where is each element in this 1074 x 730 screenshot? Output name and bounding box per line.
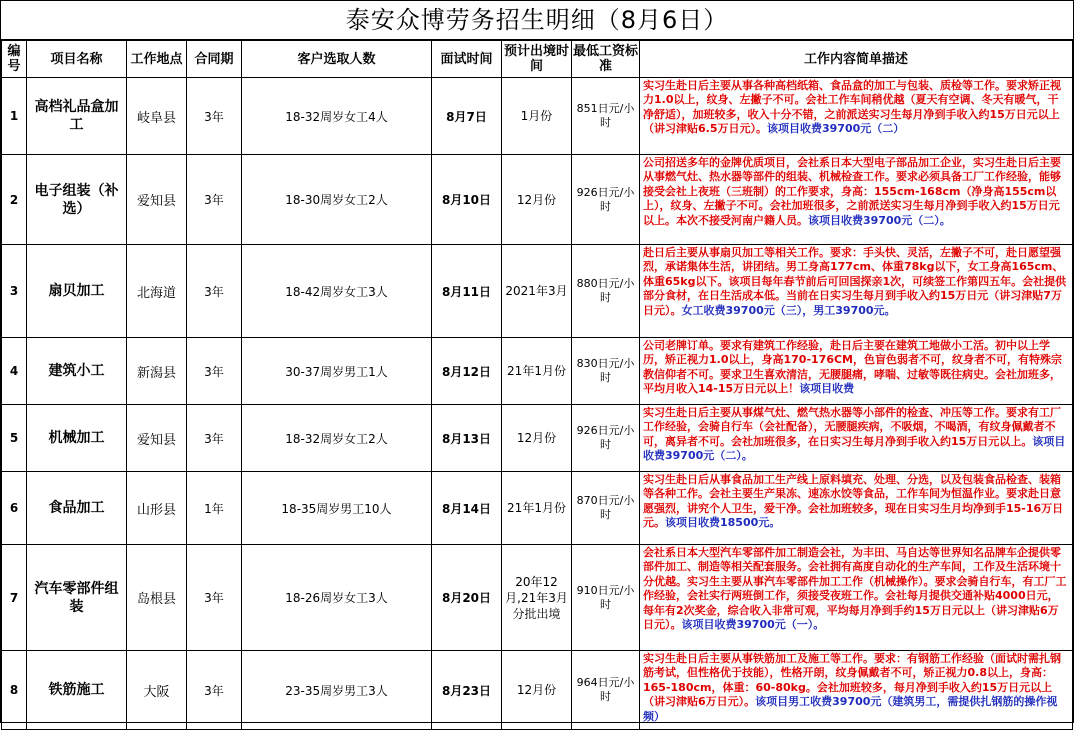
cell-desc [640, 545, 1073, 651]
table-row [2, 155, 1073, 245]
cell-exit: 21年1月份 [502, 472, 572, 545]
cell-location: 爱知县 [127, 155, 187, 245]
header-exit: 预计出境时间 [502, 41, 572, 78]
table-row [2, 78, 1073, 155]
cell-desc [640, 651, 1073, 730]
cell-people: 18-32周岁女工2人 [242, 405, 432, 472]
desc-fee: 女工收费39700元（三），男工39700元。 [681, 303, 896, 317]
desc-text: 公司老牌订单。要求有建筑工作经验，赴日后主要在建筑工地做小工活。初中以上学历，矫正视力1.0以上，身高170-176CM，色盲色弱者不可，纹身者不可，有特殊宗教信仰者不可。要求卫生喜欢清洁，无腰腿痛，哮喘、过敏等既往病史。会社加班多，平均月收入14-15万日元以上！ [643, 339, 1062, 396]
cell-desc [640, 155, 1073, 245]
cell-wage: 964日元/小时 [572, 651, 640, 730]
cell-people: 18-35周岁男工10人 [242, 472, 432, 545]
desc-text: 公司招送多年的金牌优质项目，会社系日本大型电子部品加工企业，实习生赴日后主要从事燃气灶、热水器等部件的组装、机械检查工作。要求必须具备工厂工作经验，能够接受会社上夜班（三班制）的工作要求，身高：155cm-168cm（净身高155cm以上），纹身、左撇子不可。会社加班很多，之前派送实习生每月净到手收入约15万日元以上。本次不接受河南户籍人员。 [643, 156, 1061, 227]
header-wage: 最低工资标准 [572, 41, 640, 78]
cell-people: 18-30周岁女工2人 [242, 155, 432, 245]
desc-fee: 该项目收费39700元（二）。 [808, 213, 951, 227]
cell-name: 扇贝加工 [27, 245, 127, 338]
cell-term: 3年 [187, 545, 242, 651]
desc-text: 会社系日本大型汽车零部件加工制造会社，为丰田、马自达等世界知名品牌车企提供零部件加工、制造等相关配套服务。会社拥有高度自动化的生产车间，工作及生活环境十分优越。实习生主要从事汽车零部件加工工作（机械操作）。要求会骑自行车，有工厂工作经验，会社实行两班倒工作，须接受夜班工作。会社每月提供交通补贴4000日元，每年有2次奖金，综合收入非常可观，平均每月净到手约15万日元以上（讲习津贴6万日元）。 [643, 546, 1067, 632]
cell-desc [640, 78, 1073, 155]
cell-people: 18-26周岁女工3人 [242, 545, 432, 651]
cell-interview: 8月12日 [432, 338, 502, 405]
desc-fee: 该项目收费 [799, 382, 855, 396]
header-people: 客户选取人数 [242, 41, 432, 78]
table-row [2, 651, 1073, 730]
cell-location: 山形县 [127, 472, 187, 545]
cell-location: 岛根县 [127, 545, 187, 651]
header-location: 工作地点 [127, 41, 187, 78]
cell-desc [640, 338, 1073, 405]
cell-location: 爱知县 [127, 405, 187, 472]
cell-no: 7 [2, 545, 27, 651]
desc-text: 实习生赴日后从事食品加工生产线上原料填充、处理、分选，以及包装食品检查、装箱等各种工作。会社主要生产果冻、速冻水饺等食品，工作车间为恒温作业。要求赴日意愿强烈，讲究个人卫生，爱干净。会社加班较多，现在日实习生月均净到手15-16万日元。 [643, 473, 1064, 530]
cell-term: 3年 [187, 338, 242, 405]
cell-exit: 1月份 [502, 78, 572, 155]
desc-fee: 该项目收费39700元（二）。 [643, 434, 1066, 463]
cell-name: 铁筋施工 [27, 651, 127, 730]
cell-name: 食品加工 [27, 472, 127, 545]
sheet-title: 泰安众博劳务招生明细（8月6日） [1, 1, 1073, 40]
cell-name: 机械加工 [27, 405, 127, 472]
cell-wage: 926日元/小时 [572, 155, 640, 245]
cell-name: 电子组装（补选） [27, 155, 127, 245]
desc-fee: 该项目男工收费39700元（建筑男工，需提供扎钢筋的操作视频） [643, 695, 1058, 723]
cell-no: 4 [2, 338, 27, 405]
cell-interview: 8月23日 [432, 651, 502, 730]
cell-exit: 2021年3月 [502, 245, 572, 338]
header-interview: 面试时间 [432, 41, 502, 78]
cell-wage: 851日元/小时 [572, 78, 640, 155]
cell-wage: 926日元/小时 [572, 405, 640, 472]
cell-no: 5 [2, 405, 27, 472]
cell-no: 3 [2, 245, 27, 338]
cell-location: 大阪 [127, 651, 187, 730]
desc-fee: 该项目收费18500元。 [665, 516, 781, 530]
header-name: 项目名称 [27, 41, 127, 78]
header-term: 合同期 [187, 41, 242, 78]
desc-fee: 该项目收费39700元（一）。 [681, 618, 825, 632]
header-row [2, 41, 1073, 78]
cell-term: 3年 [187, 155, 242, 245]
cell-no: 1 [2, 78, 27, 155]
cell-people: 23-35周岁男工3人 [242, 651, 432, 730]
cell-location: 岐阜县 [127, 78, 187, 155]
cell-desc [640, 472, 1073, 545]
cell-people: 30-37周岁男工1人 [242, 338, 432, 405]
cell-exit: 12月份 [502, 651, 572, 730]
cell-people: 18-42周岁女工3人 [242, 245, 432, 338]
table-row [2, 245, 1073, 338]
cell-exit: 21年1月份 [502, 338, 572, 405]
cell-interview: 8月7日 [432, 78, 502, 155]
cell-term: 3年 [187, 78, 242, 155]
desc-fee: 该项目收费39700元（二） [767, 122, 905, 136]
cell-no: 2 [2, 155, 27, 245]
cell-interview: 8月13日 [432, 405, 502, 472]
cell-exit: 12月份 [502, 155, 572, 245]
cell-name: 高档礼品盒加工 [27, 78, 127, 155]
cell-people: 18-32周岁女工4人 [242, 78, 432, 155]
header-no: 编号 [2, 41, 27, 78]
cell-exit: 12月份 [502, 405, 572, 472]
cell-wage: 880日元/小时 [572, 245, 640, 338]
cell-interview: 8月14日 [432, 472, 502, 545]
desc-text: 实习生赴日后主要从事各种高档纸箱、食品盒的加工与包装、质检等工作。要求矫正视力1.0以上，纹身、左撇子不可。会社工作车间稍优越（夏天有空调、冬天有暖气，干净舒适），加班较多，收入十分不错，之前派送实习生每月净到手收入约15万日元以上（讲习津贴6.5万日元）。 [643, 79, 1061, 136]
cell-desc [640, 245, 1073, 338]
desc-text: 实习生赴日后主要从事煤气灶、燃气热水器等小部件的检查、冲压等工作。要求有工厂工作经验，会骑自行车（会社配备），无腰腿疾病，不吸烟，不喝酒，有纹身佩戴者不可，离异者不可。会社加班很多，在日实习生每月净到手收入约15万日元以上。 [643, 406, 1061, 448]
cell-location: 北海道 [127, 245, 187, 338]
table-row [2, 472, 1073, 545]
cell-desc [640, 405, 1073, 472]
cell-term: 1年 [187, 472, 242, 545]
cell-term: 3年 [187, 405, 242, 472]
cell-no: 8 [2, 651, 27, 730]
recruitment-table [1, 40, 1073, 730]
cell-name: 建筑小工 [27, 338, 127, 405]
cell-name: 汽车零部件组装 [27, 545, 127, 651]
cell-wage: 870日元/小时 [572, 472, 640, 545]
cell-interview: 8月20日 [432, 545, 502, 651]
cell-term: 3年 [187, 651, 242, 730]
cell-exit: 20年12月,21年3月分批出境 [502, 545, 572, 651]
cell-no: 6 [2, 472, 27, 545]
cell-interview: 8月10日 [432, 155, 502, 245]
table-row [2, 338, 1073, 405]
header-desc: 工作内容简单描述 [640, 41, 1073, 78]
desc-text: 赴日后主要从事扇贝加工等相关工作。要求：手头快、灵活，左撇子不可，赴日愿望强烈，承诺集体生活，讲团结。男工身高177cm、体重78kg以下，女工身高165cm、体重65kg以下。该项目每年春节前后可回国探亲1次，可续签工作第四五年。会社提供部分食材，在日生活成本低。当前在日实习生每月到手收入约15万日元（讲习津贴7万日元）。 [643, 246, 1067, 317]
cell-term: 3年 [187, 245, 242, 338]
cell-wage: 910日元/小时 [572, 545, 640, 651]
cell-interview: 8月11日 [432, 245, 502, 338]
desc-text: 实习生赴日后主要从事铁筋加工及施工等工作。要求：有钢筋工作经验（面试时需扎钢筋考试，但性格优于技能），性格开朗，纹身佩戴者不可，矫正视力0.8以上，身高：165-180cm，体重：60-80kg。会社加班较多，每月净到手收入约15万日元以上（讲习津贴6万日元）。 [643, 652, 1061, 709]
cell-wage: 830日元/小时 [572, 338, 640, 405]
table-row [2, 405, 1073, 472]
cell-location: 新潟县 [127, 338, 187, 405]
table-row [2, 545, 1073, 651]
